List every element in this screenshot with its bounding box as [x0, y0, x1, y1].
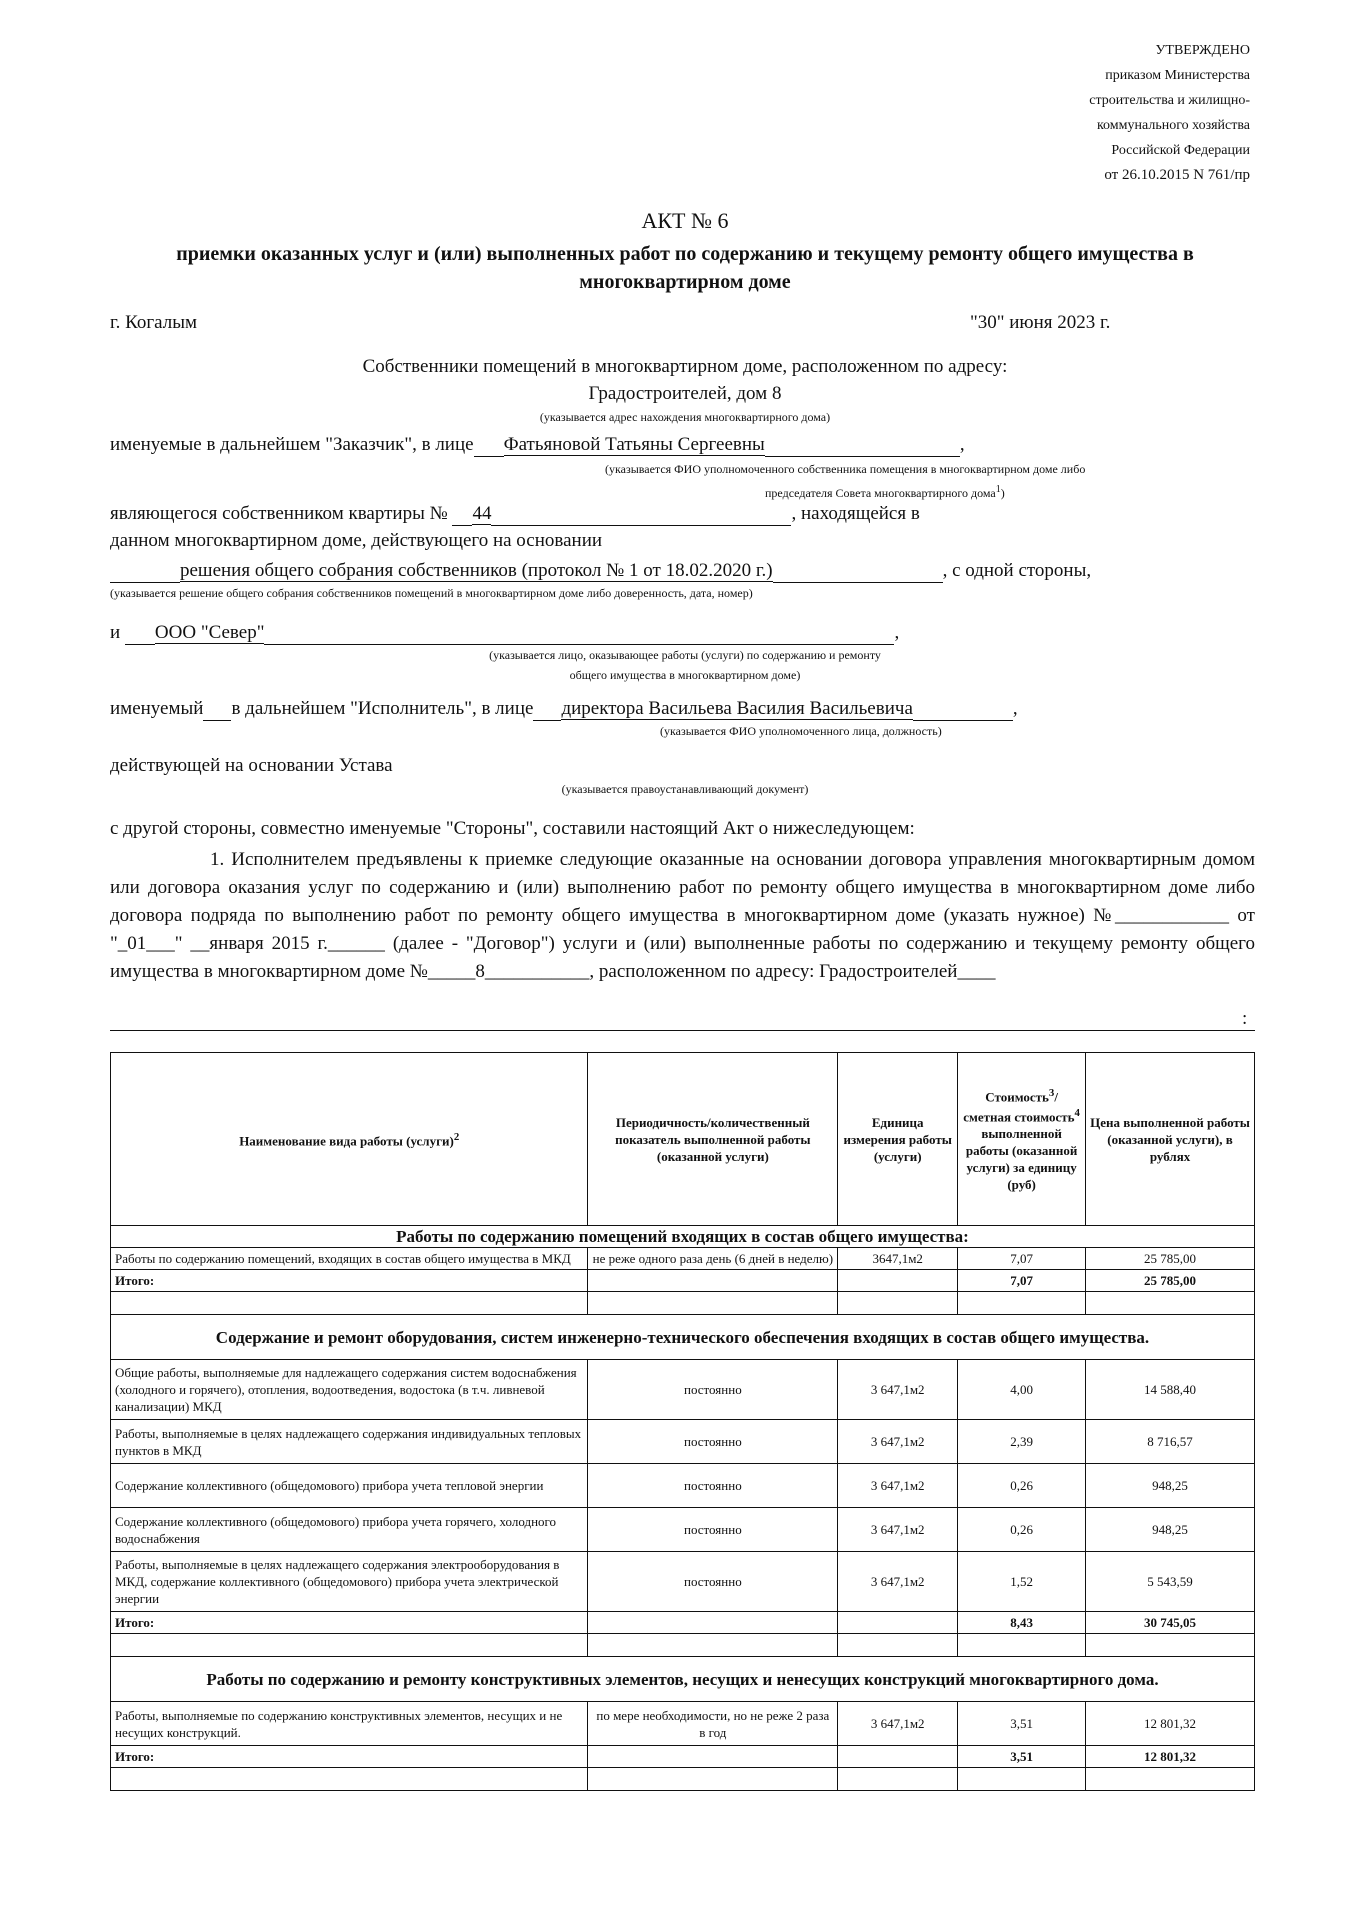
- cell-unit: 3 647,1м2: [838, 1420, 958, 1464]
- executor-mid: в дальнейшем "Исполнитель", в лице: [231, 698, 534, 719]
- blank-line: [765, 434, 960, 457]
- act-date: "30" июня 2023 г.: [970, 312, 1111, 333]
- cell-period: постоянно: [588, 1552, 838, 1612]
- total-row: [111, 1746, 1255, 1768]
- total-label: Итого:: [111, 1612, 588, 1634]
- total-price: 25 785,00: [1086, 1270, 1255, 1292]
- cell-unit: 3 647,1м2: [838, 1464, 958, 1508]
- act-subtitle: приемки оказанных услуг и (или) выполненных работ по содержанию и текущему ремонту общего имущества в многоквартирном доме: [176, 243, 1194, 293]
- approval-line-2: приказом Министерства: [1105, 68, 1250, 83]
- col-header-cost: [958, 1053, 1086, 1226]
- colon-mark: :: [1242, 1008, 1248, 1029]
- blank-row: [111, 1634, 1255, 1657]
- blank-line: [773, 560, 943, 583]
- cost-a: Стоимость: [985, 1089, 1049, 1104]
- basis-hint: (указывается решение общего собрания собственников помещений в многоквартирном доме либо доверенность, дата, номер): [110, 586, 753, 600]
- cell-unit: 3 647,1м2: [838, 1552, 958, 1612]
- blank-line: [110, 560, 180, 583]
- table-row: [111, 1552, 1255, 1612]
- total-row: [111, 1270, 1255, 1292]
- customer-hint-2-text: председателя Совета многоквартирного дома: [765, 486, 996, 500]
- col-header-period: Периодичность/количественный показатель выполненной работы (оказанной услуги): [588, 1053, 838, 1226]
- cell-name: Общие работы, выполняемые для надлежащего содержания систем водоснабжения (холодного и горячего), отопления, водоотведения, водостока (в т.ч. ливневой канализации) МКД: [111, 1360, 588, 1420]
- blank-row: [111, 1292, 1255, 1315]
- cell-name: Содержание коллективного (общедомового) прибора учета горячего, холодного водоснабжения: [111, 1508, 588, 1552]
- city: г. Когалым: [110, 312, 198, 333]
- cell-price: 5 543,59: [1086, 1552, 1255, 1612]
- section-row: [111, 1226, 1255, 1248]
- customer-hint-2: председателя Совета многоквартирного дома$^1$): [765, 484, 1005, 500]
- cell-name: Работы по содержанию помещений, входящих в состав общего имущества в МКД: [111, 1248, 588, 1270]
- basis-document: решения общего собрания собственников (протокол № 1 от 18.02.2020 г.): [180, 560, 773, 581]
- footnote-1: 1: [995, 484, 1001, 495]
- house-address: Градостроителей, дом 8: [588, 383, 782, 404]
- footnote-2: 2: [453, 1130, 460, 1143]
- executor-hint: (указывается ФИО уполномоченного лица, должность): [660, 724, 942, 738]
- acting-hint: (указывается правоустанавливающий документ): [561, 782, 809, 796]
- total-cost: 3,51: [958, 1746, 1086, 1768]
- cell-period: постоянно: [588, 1420, 838, 1464]
- cell-price: 14 588,40: [1086, 1360, 1255, 1420]
- col-header-price: Цена выполненной работы (оказанной услуги), в рублях: [1086, 1053, 1255, 1226]
- col-header-unit: Единица измерения работы (услуги): [838, 1053, 958, 1226]
- owner-line: [110, 503, 920, 526]
- cell-period: постоянно: [588, 1464, 838, 1508]
- approval-stamp: [1089, 38, 1250, 188]
- cell-price: 8 716,57: [1086, 1420, 1255, 1464]
- cell-name: Работы, выполняемые в целях надлежащего содержания индивидуальных тепловых пунктов в МКД: [111, 1420, 588, 1464]
- cell-name: Содержание коллективного (общедомового) прибора учета тепловой энергии: [111, 1464, 588, 1508]
- cell-price: 25 785,00: [1086, 1248, 1255, 1270]
- cell-cost: 0,26: [958, 1464, 1086, 1508]
- approval-line-5: Российской Федерации: [1111, 143, 1250, 158]
- cell-price: 948,25: [1086, 1464, 1255, 1508]
- basis-row: [110, 560, 1091, 583]
- blank-line: [203, 698, 231, 721]
- empty-cell: [588, 1270, 838, 1292]
- blank-row: [111, 1768, 1255, 1791]
- cell-unit: 3 647,1м2: [838, 1702, 958, 1746]
- cell-cost: 2,39: [958, 1420, 1086, 1464]
- customer-prefix: именуемые в дальнейшем "Заказчик", в лице: [110, 434, 474, 455]
- works-table: [110, 1052, 1255, 1791]
- contractor-row: и ООО "Север" ,: [110, 622, 900, 643]
- table-row: [111, 1508, 1255, 1552]
- cost-b: /сметная стоимость: [963, 1089, 1075, 1125]
- footnote-3: 3: [1048, 1086, 1055, 1099]
- section-title-1: Работы по содержанию помещений входящих в состав общего имущества:: [111, 1226, 1255, 1248]
- executor-name: директора Васильева Василия Васильевича: [561, 698, 913, 719]
- cell-period: по мере необходимости, но не реже 2 раза в год: [588, 1702, 838, 1746]
- acting-basis: действующей на основании Устава: [110, 755, 393, 776]
- cell-price: 948,25: [1086, 1508, 1255, 1552]
- divider-line: [110, 1030, 1255, 1031]
- cell-unit: 3647,1м2: [838, 1248, 958, 1270]
- section-row: [111, 1315, 1255, 1360]
- contractor-name: ООО "Север": [154, 622, 265, 643]
- empty-cell: [588, 1746, 838, 1768]
- table-row: [111, 1360, 1255, 1420]
- owner-suffix: , находящейся в: [791, 503, 920, 524]
- blank-line: [533, 698, 561, 721]
- apartment-number: 44: [472, 503, 492, 524]
- empty-cell: [838, 1612, 958, 1634]
- owners-line: Собственники помещений в многоквартирном доме, расположенном по адресу:: [362, 356, 1008, 377]
- total-cost: 8,43: [958, 1612, 1086, 1634]
- cell-period: не реже одного раза день (6 дней в неделю): [588, 1248, 838, 1270]
- blank-line: [125, 622, 155, 645]
- total-price: 12 801,32: [1086, 1746, 1255, 1768]
- executor-row: именуемый в дальнейшем "Исполнитель", в лице директора Васильева Василия Васильевича ,: [110, 698, 1018, 719]
- blank-line: [452, 503, 472, 526]
- section-title-2: Содержание и ремонт оборудования, систем инженерно-технического обеспечения входящих в состав общего имущества.: [111, 1315, 1255, 1360]
- cell-cost: 3,51: [958, 1702, 1086, 1746]
- basis-suffix: , с одной стороны,: [942, 560, 1092, 581]
- contractor-hint-2: общего имущества в многоквартирном доме): [569, 668, 801, 682]
- total-cost: 7,07: [958, 1270, 1086, 1292]
- cell-unit: 3 647,1м2: [838, 1508, 958, 1552]
- owner-prefix: являющегося собственником квартиры №: [110, 503, 448, 524]
- total-price: 30 745,05: [1086, 1612, 1255, 1634]
- cell-name: Работы, выполняемые по содержанию конструктивных элементов, несущих и не несущих конструкций.: [111, 1702, 588, 1746]
- approval-line-6: от 26.10.2015 N 761/пр: [1104, 167, 1250, 183]
- customer-name: Фатьяновой Татьяны Сергеевны: [503, 434, 765, 455]
- cell-name: Работы, выполняемые в целях надлежащего содержания электрооборудования в МКД, содержание коллективного (общедомового) прибора учета электрической энергии: [111, 1552, 588, 1612]
- act-title: АКТ № 6: [641, 208, 729, 233]
- cell-period: постоянно: [588, 1508, 838, 1552]
- footnote-4: 4: [1074, 1107, 1080, 1119]
- table-row: [111, 1248, 1255, 1270]
- table-row: [111, 1702, 1255, 1746]
- blank-line: [491, 503, 791, 526]
- blank-line: [264, 622, 894, 645]
- executor-prefix: именуемый: [110, 698, 204, 719]
- total-row: [111, 1612, 1255, 1634]
- cell-cost: 7,07: [958, 1248, 1086, 1270]
- basis-line: данном многоквартирном доме, действующего на основании: [110, 530, 603, 551]
- section-title-3: Работы по содержанию и ремонту конструктивных элементов, несущих и ненесущих конструкций многоквартирного дома.: [111, 1657, 1255, 1702]
- blank-line: [913, 698, 1013, 721]
- empty-cell: [838, 1270, 958, 1292]
- cell-price: 12 801,32: [1086, 1702, 1255, 1746]
- table-row: [111, 1464, 1255, 1508]
- approval-line-4: коммунального хозяйства: [1096, 118, 1250, 133]
- customer-line: именуемые в дальнейшем "Заказчик", в лице Фатьяновой Татьяны Сергеевны ,: [110, 434, 965, 455]
- address-hint: (указывается адрес нахождения многоквартирного дома): [539, 410, 831, 424]
- col-header-name: [111, 1053, 588, 1226]
- contractor-hint-1: (указывается лицо, оказывающее работы (услуги) по содержанию и ремонту: [489, 648, 881, 662]
- section-row: [111, 1657, 1255, 1702]
- approval-line-3: строительства и жилищно-: [1089, 93, 1250, 108]
- paragraph-1: 1. Исполнителем предъявлены к приемке следующие оказанные на основании договора управления многоквартирным домом или договора оказания услуг по содержанию и (или) выполнению работ по ремонту общего имущества в многоквартирном доме либо договора подряда по выполнению работ по ремонту общего имущества в многоквартирном доме (указать нужное) №____________ от "_01___" __января 2015 г.______ (далее - "Договор") услуги и (или) выполненные работы по содержанию и текущему ремонту общего имущества в многоквартирном доме №_____8___________, расположенном по адресу: Градостроителей____: [110, 849, 1255, 982]
- empty-cell: [838, 1746, 958, 1768]
- total-label: Итого:: [111, 1746, 588, 1768]
- parties-line: с другой стороны, совместно именуемые "Стороны", составили настоящий Акт о нижеследующем:: [110, 818, 915, 839]
- blank-line: [474, 434, 504, 457]
- table-header-row: [111, 1053, 1255, 1226]
- and-label: и: [110, 622, 121, 643]
- empty-cell: [588, 1612, 838, 1634]
- customer-hint-1: (указывается ФИО уполномоченного собственника помещения в многоквартирном доме либо: [605, 462, 1086, 476]
- cell-cost: 0,26: [958, 1508, 1086, 1552]
- cell-cost: 1,52: [958, 1552, 1086, 1612]
- cost-c: выполненной работы (оказанной услуги) за единицу (руб): [965, 1126, 1078, 1193]
- cell-unit: 3 647,1м2: [838, 1360, 958, 1420]
- total-label: Итого:: [111, 1270, 588, 1292]
- table-row: [111, 1420, 1255, 1464]
- col-header-name-text: Наименование вида работы (услуги): [239, 1133, 454, 1149]
- cell-period: постоянно: [588, 1360, 838, 1420]
- approval-line-1: УТВЕРЖДЕНО: [1155, 43, 1250, 58]
- cell-cost: 4,00: [958, 1360, 1086, 1420]
